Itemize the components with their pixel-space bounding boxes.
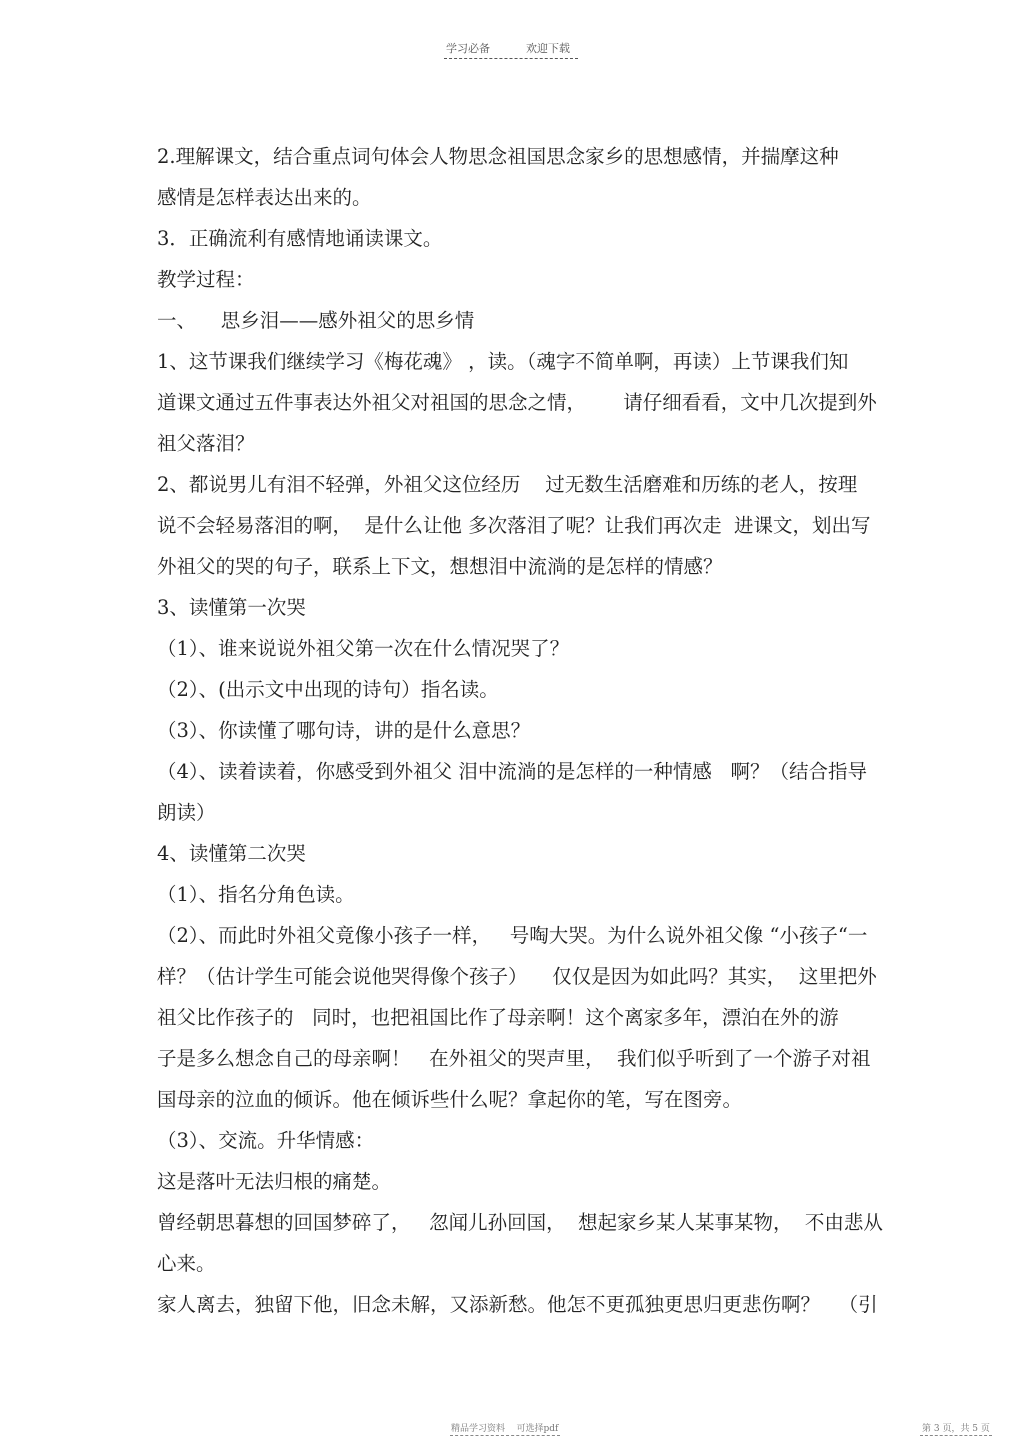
header-divider [444,58,578,59]
text-line: 这是落叶无法归根的痛楚。 [157,1170,392,1193]
text-line: （2）、(出示文中出现的诗句）指名读。 [157,678,499,701]
text-line: 朗读） [157,801,216,824]
text-line: 2.理解课文，结合重点词句体会人物思念祖国思念家乡的思想感情，并揣摩这种 [157,145,839,168]
text-line: （1）、指名分角色读。 [157,883,355,906]
text-line: 2、都说男儿有泪不轻弹，外祖父这位经历 过无数生活磨难和历练的老人，按理 [157,473,858,496]
text-line: 样？（估计学生可能会说他哭得像个孩子） 仅仅是因为如此吗？其实， 这里把外 [157,965,877,988]
text-line: 祖父比作孩子的 同时，也把祖国比作了母亲啊！这个离家多年，漂泊在外的游 [157,1006,839,1029]
text-line: 国母亲的泣血的倾诉。他在倾诉些什么呢？拿起你的笔，写在图旁。 [157,1088,743,1111]
text-line: （3）、你读懂了哪句诗，讲的是什么意思？ [157,719,531,742]
header-right-text: 欢迎下载 [526,42,570,55]
text-line: （4）、读着读着，你感受到外祖父 泪中流淌的是怎样的一种情感 啊？（结合指导 [157,760,867,783]
document-body [157,136,883,1325]
text-line: 感情是怎样表达出来的。 [157,186,372,209]
footer-left-text: 精品学习资料 可选择pdf [451,1424,559,1434]
footer-right-divider [920,1435,992,1436]
text-line: （3）、交流。升华情感： [157,1129,375,1152]
text-line: 3．正确流利有感情地诵读课文。 [157,227,443,250]
text-line: 1、这节课我们继续学习《梅花魂》 ，读。（魂字不简单啊，再读）上节课我们知 [157,350,849,373]
text-line: 祖父落泪？ [157,432,255,455]
text-line: 教学过程： [157,268,255,291]
header-left-text: 学习必备 [446,42,490,55]
page-number: 第 3 页，共 5 页 [922,1424,990,1434]
text-line: 外祖父的哭的句子，联系上下文，想想泪中流淌的是怎样的情感？ [157,555,723,578]
text-line: 4、读懂第二次哭 [157,842,306,865]
page-footer [0,1418,1024,1448]
text-line: （1）、谁来说说外祖父第一次在什么情况哭了？ [157,637,570,660]
footer-left-divider [450,1435,560,1436]
text-line: 家人离去，独留下他，旧念未解，又添新愁。他怎不更孤独更思归更悲伤啊？ （引 [157,1293,878,1316]
text-line: 心来。 [157,1252,216,1275]
text-line: （2）、而此时外祖父竟像小孩子一样， 号啕大哭。为什么说外祖父像 “小孩子“一 [157,924,868,947]
text-line: 子是多么想念自己的母亲啊！ 在外祖父的哭声里， 我们似乎听到了一个游子对祖 [157,1047,871,1070]
text-line: 曾经朝思暮想的回国梦碎了， 忽闻儿孙回国， 想起家乡某人某事某物， 不由悲从 [157,1211,883,1234]
text-line: 3、读懂第一次哭 [157,596,306,619]
text-line: 道课文通过五件事表达外祖父对祖国的思念之情， 请仔细看看，文中几次提到外 [157,391,877,414]
text-line: 说不会轻易落泪的啊， 是什么让他 多次落泪了呢？让我们再次走 进课文，划出写 [157,514,871,537]
section-heading: 一、 思乡泪——感外祖父的思乡情 [157,309,475,332]
